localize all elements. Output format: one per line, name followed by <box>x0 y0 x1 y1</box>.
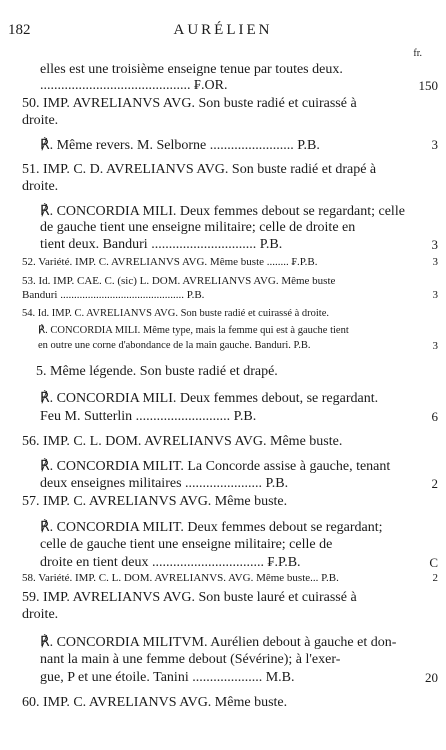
entry-line: ℟. CONCORDIA MILITVM. Aurélien debout à gauche et don- <box>40 635 397 650</box>
entry-line: tient deux. Banduri .............................. P.B. <box>40 237 283 252</box>
entry-line: deux enseignes militaires ...................... P.B. <box>40 476 289 491</box>
entry-line: en outre une corne d'abondance de la main gauche. Banduri. P.B. <box>38 340 311 351</box>
entry-line: 50. IMP. AVRELIANVS AVG. Son buste radié et cuirassé à <box>22 96 357 111</box>
entry-line: 5. Même légende. Son buste radié et drapé. <box>36 364 278 379</box>
entry-line: de gauche tient une enseigne militaire; celle de droite en <box>40 220 356 235</box>
entry-line: droite. <box>22 607 59 622</box>
entry-line: gue, P et une étoile. Tanini .................... M.B. <box>40 670 295 685</box>
entry-line: Feu M. Sutterlin ........................... P.B. <box>40 409 257 424</box>
entry-line: 51. IMP. C. D. AVRELIANVS AVG. Son buste radié et drapé à <box>22 162 377 177</box>
entry-line: nant la main à une femme debout (Sévérine); à l'exer- <box>40 652 341 667</box>
entry-line: 54. Id. IMP. C. AVRELIANVS AVG. Son buste radié et cuirassé à droite. <box>22 308 330 319</box>
entry-line: ℟. CONCORDIA MILI. Deux femmes debout, se regardant. <box>40 391 379 406</box>
entry-line: droite. <box>22 113 59 128</box>
entry-line: 59. IMP. AVRELIANVS AVG. Son buste lauré et cuirassé à <box>22 590 357 605</box>
entry-line: 57. IMP. C. AVRELIANVS AVG. Même buste. <box>22 494 288 509</box>
column-label: fr. <box>413 48 422 59</box>
entry-line: ........................................... ₣.OR. <box>40 78 228 93</box>
entry-line: ℟. CONCORDIA MILI. Deux femmes debout se regardant; celle <box>40 204 405 219</box>
page-title: AURÉLIEN <box>173 22 273 38</box>
price-note: 3 <box>432 256 438 268</box>
entry-line: celle de gauche tient une enseigne militaire; celle de <box>40 537 333 552</box>
entry-line: 60. IMP. C. AVRELIANVS AVG. Même buste. <box>22 695 288 710</box>
price-note: 6 <box>431 409 438 424</box>
entry-line: 58. Variété. IMP. C. L. DOM. AVRELIANVS. AVG. Même buste... P.B. <box>22 572 339 584</box>
price-note: 20 <box>425 670 438 685</box>
entry-line: Banduri ............................................. P.B. <box>22 289 205 301</box>
entry-line: 56. IMP. C. L. DOM. AVRELIANVS AVG. Même buste. <box>22 434 343 449</box>
entry-line: elles est une troisième enseigne tenue par toutes deux. <box>40 62 343 77</box>
price-note: 3 <box>431 137 438 152</box>
page-number: 182 <box>8 22 31 38</box>
price-note: 150 <box>418 78 438 93</box>
entry-line: ℟. CONCORDIA MILI. Même type, mais la femme qui est à gauche tient <box>38 325 349 336</box>
price-note: 3 <box>432 289 438 301</box>
entry-line: ℟. Même revers. M. Selborne ........................ P.B. <box>40 138 320 153</box>
price-note: 2 <box>432 572 438 584</box>
page-header <box>0 22 446 44</box>
entry-line: droite. <box>22 179 59 194</box>
price-note: C <box>429 555 438 570</box>
entry-line: droite en tient deux ................................ ₣.P.B. <box>40 555 301 570</box>
price-note: 2 <box>431 476 438 491</box>
entry-line: ℟. CONCORDIA MILIT. La Concorde assise à gauche, tenant <box>40 459 391 474</box>
price-note: 3 <box>432 340 438 352</box>
entry-line: 53. Id. IMP. CAE. C. (sic) L. DOM. AVRELIANVS AVG. Même buste <box>22 275 336 287</box>
entry-line: ℟. CONCORDIA MILIT. Deux femmes debout se regardant; <box>40 520 383 535</box>
entry-line: 52. Variété. IMP. C. AVRELIANVS AVG. Même buste ........ ₣.P.B. <box>22 256 318 268</box>
price-note: 3 <box>431 237 438 252</box>
